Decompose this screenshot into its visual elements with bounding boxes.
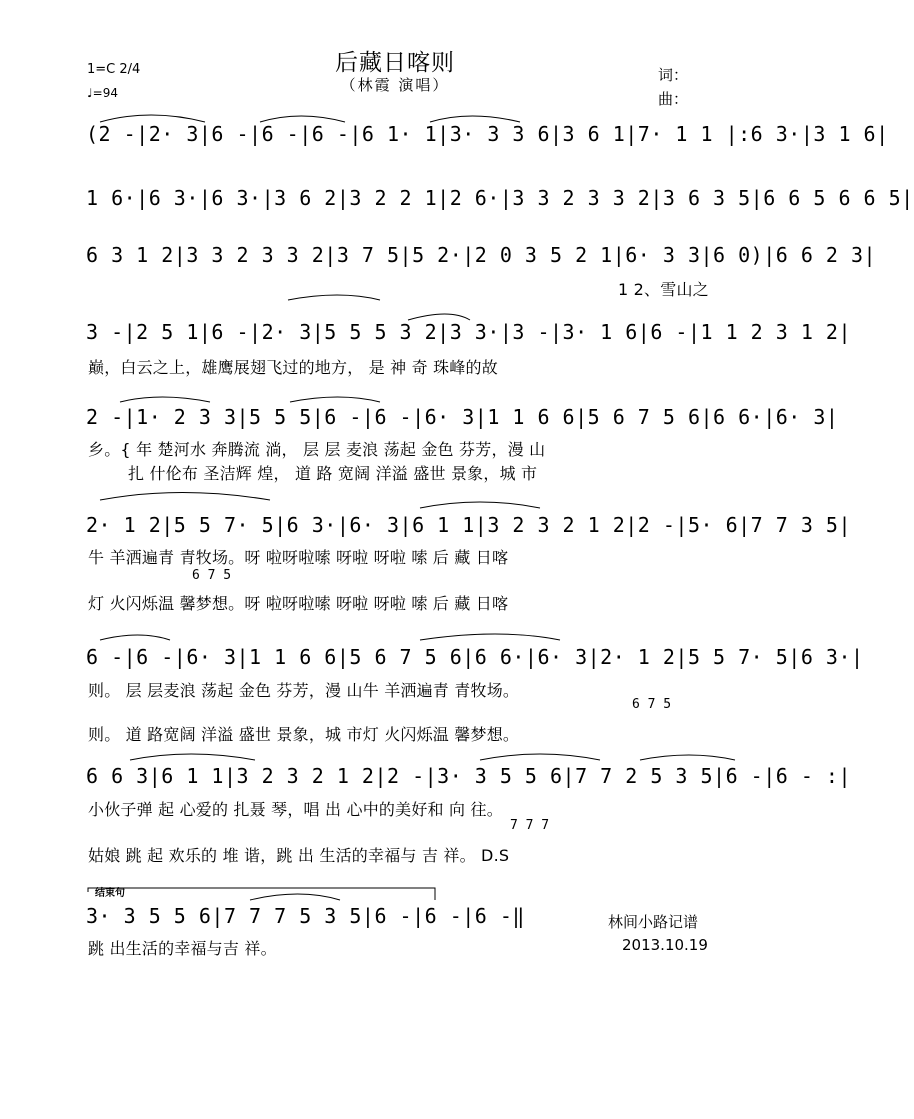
song-title: 后藏日喀则 (335, 50, 455, 76)
lyric-line-7a: 则。 层 层麦浪 荡起 金色 芬芳，漫 山牛 羊洒遍青 青牧场。 (88, 681, 520, 700)
lyric-line-8a: 小伙子弹 起 心爱的 扎聂 琴，唱 出 心中的美好和 向 往。 (88, 800, 503, 819)
lyric-line-6b: 灯 火闪烁温 馨梦想。呀 啦呀啦嗦 呀啦 呀啦 嗦 后 藏 日喀 (88, 594, 509, 613)
notation-line-1: (2 -|2· 3|6 -|6 -|6 -|6 1· 1|3· 3 3 6|3 6 1|7· 1 1 |:6 3·|3 1 6| (86, 122, 889, 146)
notation-line-ending: 3· 3 5 5 6|7 7 7 5 3 5|6 -|6 -|6 -‖ (86, 904, 525, 928)
lyric-line-3: 1 2、雪山之 (618, 280, 709, 299)
notation-line-5: 2 -|1· 2 3 3|5 5 5|6 -|6 -|6· 3|1 1 6 6|5 6 7 5 6|6 6·|6· 3| (86, 405, 839, 429)
lyric-line-5b: 扎 什伦布 圣洁辉 煌， 道 路 宽阔 洋溢 盛世 景象，城 市 (128, 464, 538, 483)
lyricist-credit: 词： (658, 66, 689, 84)
lyric-line-5a: 乡。{ 年 楚河水 奔腾流 淌， 层 层 麦浪 荡起 金色 芬芳，漫 山 (88, 440, 546, 459)
composer-credit: 曲： (658, 90, 689, 108)
lyric-line-8b: 姑娘 跳 起 欢乐的 堆 谐，跳 出 生活的幸福与 吉 祥。 D.S (88, 846, 510, 865)
notation-line-8: 6 6 3|6 1 1|3 2 3 2 1 2|2 -|3· 3 5 5 6|7 7 2 5 3 5|6 -|6 - :| (86, 764, 852, 788)
notation-line-7: 6 -|6 -|6· 3|1 1 6 6|5 6 7 5 6|6 6·|6· 3|2· 1 2|5 5 7· 5|6 3·| (86, 645, 864, 669)
transcription-date: 2013.10.19 (622, 936, 708, 954)
alt-notes-7: 6 7 5 (632, 697, 672, 712)
alt-notes-8: 7 7 7 (510, 818, 550, 833)
transcriber-credit: 林间小路记谱 (608, 913, 699, 931)
lyric-line-6a: 牛 羊洒遍青 青牧场。呀 啦呀啦嗦 呀啦 呀啦 嗦 后 藏 日喀 (88, 548, 509, 567)
key-signature: 1=C 2/4 (87, 62, 141, 77)
alt-notes-6: 6 7 5 (192, 568, 232, 583)
notation-line-4: 3 -|2 5 1|6 -|2· 3|5 5 5 3 2|3 3·|3 -|3· 1 6|6 -|1 1 2 3 1 2| (86, 320, 852, 344)
lyric-line-7b: 则。 道 路宽阔 洋溢 盛世 景象，城 市灯 火闪烁温 馨梦想。 (88, 725, 520, 744)
lyric-line-ending: 跳 出生活的幸福与吉 祥。 (88, 939, 277, 958)
lyric-line-4: 巅，白云之上，雄鹰展翅飞过的地方， 是 神 奇 珠峰的故 (88, 358, 498, 377)
notation-line-6: 2· 1 2|5 5 7· 5|6 3·|6· 3|6 1 1|3 2 3 2 1 2|2 -|5· 6|7 7 3 5| (86, 513, 852, 537)
notation-line-3: 6 3 1 2|3 3 2 3 3 2|3 7 5|5 2·|2 0 3 5 2 1|6· 3 3|6 0)|6 6 2 3| (86, 243, 877, 267)
tempo-marking: ♩=94 (87, 86, 118, 100)
ending-label: 结束句 (95, 888, 125, 899)
song-subtitle: （林霞 演唱） (340, 76, 450, 94)
notation-line-2: 1 6·|6 3·|6 3·|3 6 2|3 2 2 1|2 6·|3 3 2 3 3 2|3 6 3 5|6 6 5 6 6 5| (86, 186, 914, 210)
